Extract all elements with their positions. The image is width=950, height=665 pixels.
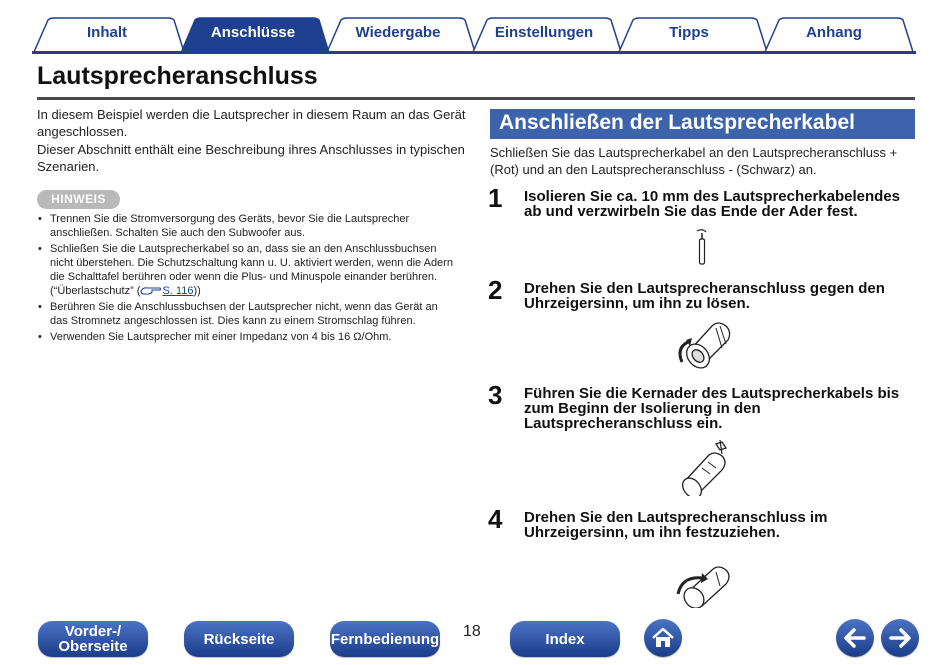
step-text: Drehen Sie den Lautsprecheranschluss im Uhrzeigersinn, um ihn festzuziehen.: [524, 509, 828, 541]
tab-inhalt[interactable]: Inhalt: [87, 24, 127, 41]
home-button[interactable]: [644, 619, 682, 657]
step-number: 1: [488, 183, 503, 213]
note-list: [38, 212, 458, 346]
note-item: • Verwenden Sie Lautsprecher mit einer Impedanz von 4 bis 16 Ω/Ohm.: [38, 330, 458, 344]
tighten-terminal-illustration: [672, 562, 736, 608]
stripped-wire-illustration: [692, 226, 712, 266]
tab-einstellungen[interactable]: Einstellungen: [494, 24, 594, 41]
home-icon: [644, 619, 682, 657]
insert-wire-illustration: [678, 438, 736, 496]
previous-page-button[interactable]: [836, 619, 874, 657]
front-top-button[interactable]: Vorder-/ Oberseite: [38, 621, 148, 657]
next-page-button[interactable]: [881, 619, 919, 657]
page-number: 18: [463, 623, 481, 640]
index-button[interactable]: Index: [510, 621, 620, 657]
step-text: Führen Sie die Kernader des Lautsprecherkabels bis zum Beginn der Isolierung in den Lautsprecheranschluss ein.: [524, 385, 900, 432]
page-reference-link[interactable]: S. 116: [162, 285, 194, 297]
tab-wiedergabe[interactable]: Wiedergabe: [355, 24, 441, 41]
arrow-left-icon: [836, 619, 874, 657]
step-number: 3: [488, 380, 503, 410]
step-number: 2: [488, 275, 503, 305]
loosen-terminal-illustration: [672, 318, 736, 374]
step-text: Drehen Sie den Lautsprecheranschluss gegen den Uhrzeigersinn, um ihn zu lösen.: [524, 280, 885, 312]
remote-control-button[interactable]: Fernbedienung: [330, 621, 440, 657]
tab-anschluesse[interactable]: Anschlüsse: [210, 24, 296, 41]
page-reference[interactable]: [140, 285, 193, 297]
back-panel-button[interactable]: Rückseite: [184, 621, 294, 657]
arrow-right-icon: [881, 619, 919, 657]
title-divider: [37, 97, 915, 100]
tab-bar: [32, 16, 916, 54]
section-intro: Schließen Sie das Lautsprecherkabel an den Lautsprecheranschluss + (Rot) und an den Lautsprecheranschluss - (Schwarz) an.: [490, 145, 898, 177]
section-header: Anschließen der Lautsprecherkabel: [490, 109, 915, 139]
step-text: Isolieren Sie ca. 10 mm des Lautsprecherkabelendes ab und verzwirbeln Sie das Ende der Ader fest.: [524, 188, 901, 220]
tab-tipps[interactable]: Tipps: [669, 24, 709, 41]
intro-paragraph-2: Dieser Abschnitt enthält eine Beschreibung ihres Anschlusses in typischen Szenarien.: [37, 142, 465, 174]
note-badge: HINWEIS: [37, 190, 120, 209]
note-item: • Trennen Sie die Stromversorgung des Geräts, bevor Sie die Lautsprecher anschließen. Schalten Sie auch den Subwoofer aus.: [38, 212, 458, 240]
note-item: • Berühren Sie die Anschlussbuchsen der Lautsprecher nicht, wenn das Gerät an das Stromnetz angeschlossen ist. Dies kann zu einem Stromschlag führen.: [38, 300, 458, 328]
note-item: • Schließen Sie die Lautsprecherkabel so an, dass sie an den Anschlussbuchsen nicht überstehen. Die Schutzschaltung kann u. U. aktiviert werden, wenn die Adern die Schalttafel berühren oder wenn die Plus- und Minuspole einander berühren. (“Überlastschutz” ( S. 116)): [38, 242, 458, 298]
intro-text: [37, 106, 467, 176]
page-title: Lautsprecheranschluss: [37, 62, 318, 90]
tab-anhang[interactable]: Anhang: [806, 24, 862, 41]
pointing-hand-icon: [140, 285, 162, 295]
intro-paragraph-1: In diesem Beispiel werden die Lautsprecher in diesem Raum an das Gerät angeschlossen.: [37, 107, 466, 139]
step-number: 4: [488, 504, 503, 534]
